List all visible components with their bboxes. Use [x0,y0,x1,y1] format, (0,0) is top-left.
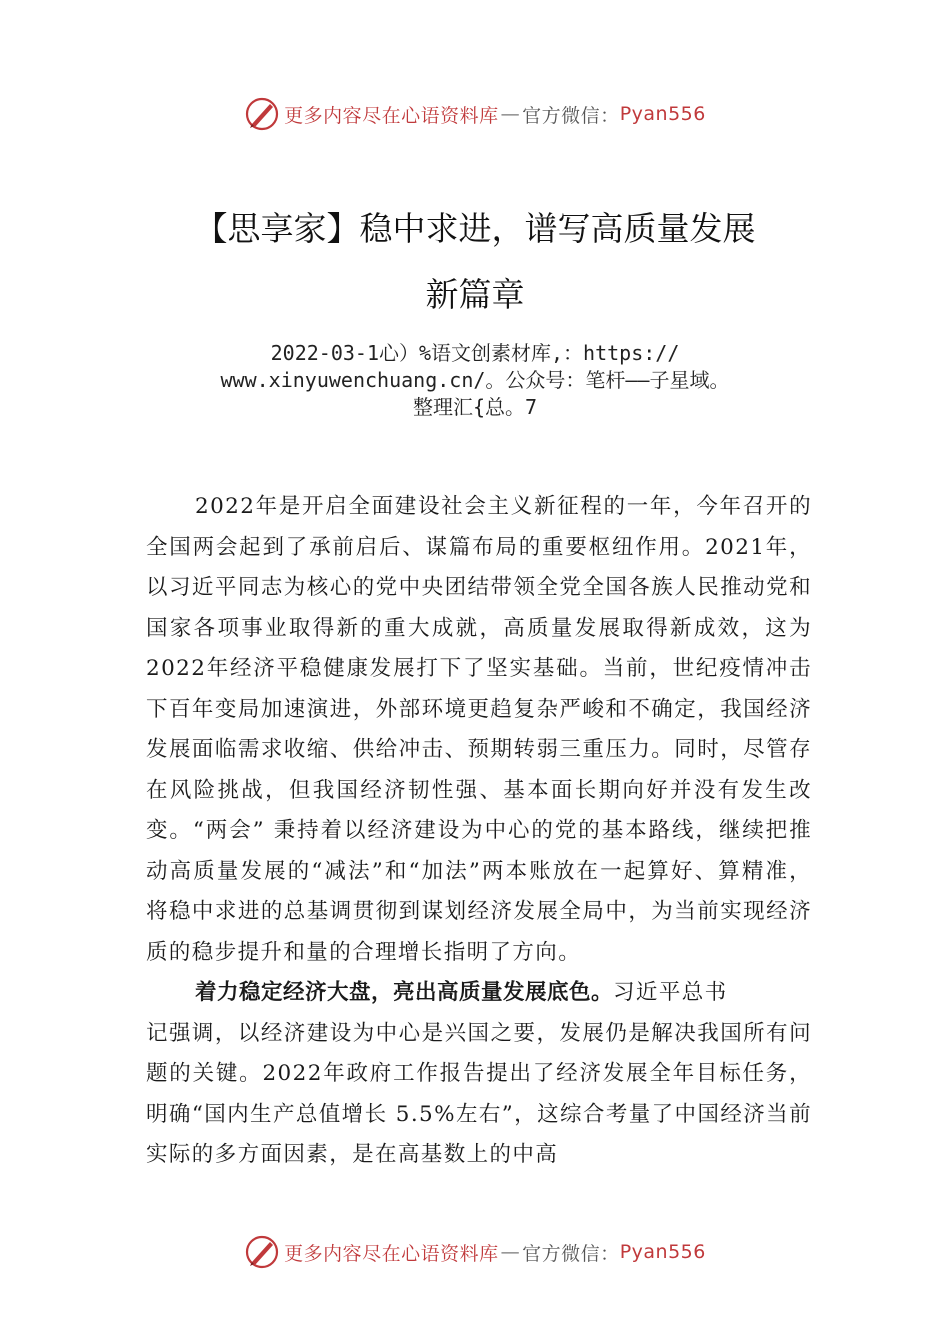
watermark-header [0,96,950,132]
meta-line2: www.xinyuwenchuang.cn/。公众号：笔杆——子星域。 [220,368,730,392]
watermark-separator: — [500,103,521,125]
meta-line3: 整理汇{总。7 [412,395,538,419]
paragraph-2-first-line: 习近平总书 [613,980,728,1005]
watermark-text: 更多内容尽在心语资料库 [284,104,499,127]
watermark-wechat-label: 官方微信： [522,104,620,127]
article-meta [100,340,850,421]
pen-logo-icon [244,1234,280,1270]
watermark-footer [0,1234,950,1270]
paragraph-2 [146,973,812,1176]
article-title [0,196,950,328]
watermark-wechat-id: Pyan556 [619,103,706,125]
article-body [146,487,812,1176]
article-title-line1: 【思享家】稳中求进，谱写高质量发展 [194,209,756,248]
watermark-wechat-id: Pyan556 [619,1241,706,1263]
meta-line1: 2022-03-1心）%语文创素材库,：https:// [270,341,680,365]
watermark-wechat-label: 官方微信： [522,1242,620,1265]
paragraph-2-lead: 着力稳定经济大盘，亮出高质量发展底色。 [195,980,614,1005]
article-title-line2: 新篇章 [425,275,525,314]
watermark-separator: — [500,1241,521,1263]
watermark-text: 更多内容尽在心语资料库 [284,1242,499,1265]
paragraph-2-rest: 记强调，以经济建设为中心是兴国之要，发展仍是解决我国所有问题的关键。2022年政府工作报告提出了经济发展全年目标任务，明确“国内生产总值增长 5.5%左右”，这综合考量了中国经济当前实际的多方面因素，是在高基数上的中高 [146,1020,812,1167]
paragraph-1: 2022年是开启全面建设社会主义新征程的一年，今年召开的全国两会起到了承前启后、谋篇布局的重要枢纽作用。2021年，以习近平同志为核心的党中央团结带领全党全国各族人民推动党和国家各项事业取得新的重大成就，高质量发展取得新成效，这为2022年经济平稳健康发展打下了坚实基础。当前，世纪疫情冲击下百年变局加速演进，外部环境更趋复杂严峻和不确定，我国经济发展面临需求收缩、供给冲击、预期转弱三重压力。同时，尽管存在风险挑战，但我国经济韧性强、基本面长期向好并没有发生改变。“两会” 秉持着以经济建设为中心的党的基本路线，继续把推动高质量发展的“减法”和“加法”两本账放在一起算好、算精准， 将稳中求进的总基调贯彻到谋划经济发展全局中，为当前实现经济质的稳步提升和量的合理增长指明了方向。 [146,494,812,965]
pen-logo-icon [244,96,280,132]
